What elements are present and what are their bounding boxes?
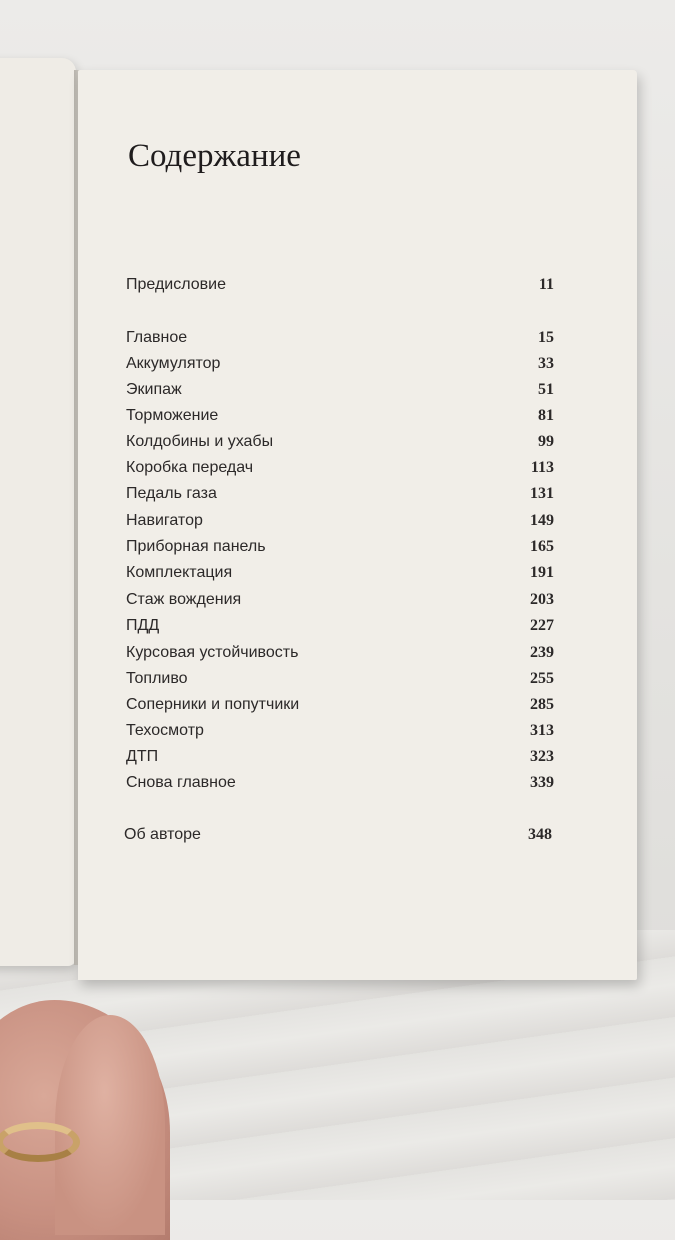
toc-entry-label: Предисловие xyxy=(126,276,226,293)
toc-entry xyxy=(126,591,554,615)
toc-entry xyxy=(126,617,554,641)
toc-entry-page: 227 xyxy=(530,617,554,634)
page-title: Содержание xyxy=(128,138,301,174)
toc-entry xyxy=(126,538,554,562)
toc-entry-label: Аккумулятор xyxy=(126,355,221,372)
toc-entry-label: Топливо xyxy=(126,670,188,687)
toc-entry-page: 203 xyxy=(530,591,554,608)
toc-entry-label: ДТП xyxy=(126,748,159,765)
toc-entry-page: 113 xyxy=(530,459,554,476)
toc-entry xyxy=(126,722,554,746)
toc-entry xyxy=(126,670,554,694)
toc-entry-page: 99 xyxy=(538,433,554,450)
toc-entry xyxy=(126,329,554,353)
toc-entry-label: Стаж вождения xyxy=(126,591,242,608)
toc-entry xyxy=(126,459,554,483)
toc-entry-label: Экипаж xyxy=(126,381,182,398)
toc-entry xyxy=(126,485,554,509)
toc-entry-label: Об авторе xyxy=(124,826,201,843)
toc-entry-label: Снова главное xyxy=(126,774,236,791)
toc-entry-label: Педаль газа xyxy=(126,485,217,502)
toc-entry-label: Техосмотр xyxy=(126,722,204,739)
toc-entry-page: 81 xyxy=(538,407,554,424)
toc-entry-page: 15 xyxy=(538,329,554,346)
toc-entry xyxy=(124,826,552,850)
toc-entry-page: 323 xyxy=(530,748,554,765)
toc-entry-label: ПДД xyxy=(126,617,160,634)
toc-entry-page: 11 xyxy=(538,276,554,293)
toc-entry-page: 348 xyxy=(528,826,552,843)
toc-entry-label: Курсовая устойчивость xyxy=(126,644,299,661)
toc-entry-label: Комплектация xyxy=(126,564,233,581)
toc-entry xyxy=(126,774,554,798)
toc-entry-label: Торможение xyxy=(126,407,219,424)
toc-entry-page: 131 xyxy=(530,485,554,502)
toc-entry-page: 313 xyxy=(530,722,554,739)
toc-entry-label: Коробка передач xyxy=(126,459,254,476)
toc-entry-page: 51 xyxy=(538,381,554,398)
toc-entry xyxy=(126,355,554,379)
toc-entry-page: 239 xyxy=(530,644,554,661)
toc-entry-label: Навигатор xyxy=(126,512,203,529)
toc-entry-page: 149 xyxy=(530,512,554,529)
toc-entry-label: Приборная панель xyxy=(126,538,266,555)
toc-entry-label: Соперники и попутчики xyxy=(126,696,300,713)
toc-entry-page: 339 xyxy=(530,774,554,791)
toc-entry-page: 165 xyxy=(530,538,554,555)
toc-entry xyxy=(126,696,554,720)
toc-entry xyxy=(126,407,554,431)
toc-entry-page: 255 xyxy=(530,670,554,687)
toc-entry-page: 191 xyxy=(530,564,554,581)
toc-entry xyxy=(126,748,554,772)
toc-entry xyxy=(126,381,554,405)
toc-entry-page: 285 xyxy=(530,696,554,713)
toc-entry xyxy=(126,433,554,457)
toc-entry-page: 33 xyxy=(538,355,554,372)
toc-entry xyxy=(126,276,554,300)
toc-entry-label: Главное xyxy=(126,329,188,346)
toc-entry xyxy=(126,512,554,536)
toc-entry xyxy=(126,564,554,588)
toc-entry xyxy=(126,644,554,668)
toc-entry-label: Колдобины и ухабы xyxy=(126,433,274,450)
left-page xyxy=(0,58,76,966)
finger xyxy=(55,1015,165,1235)
